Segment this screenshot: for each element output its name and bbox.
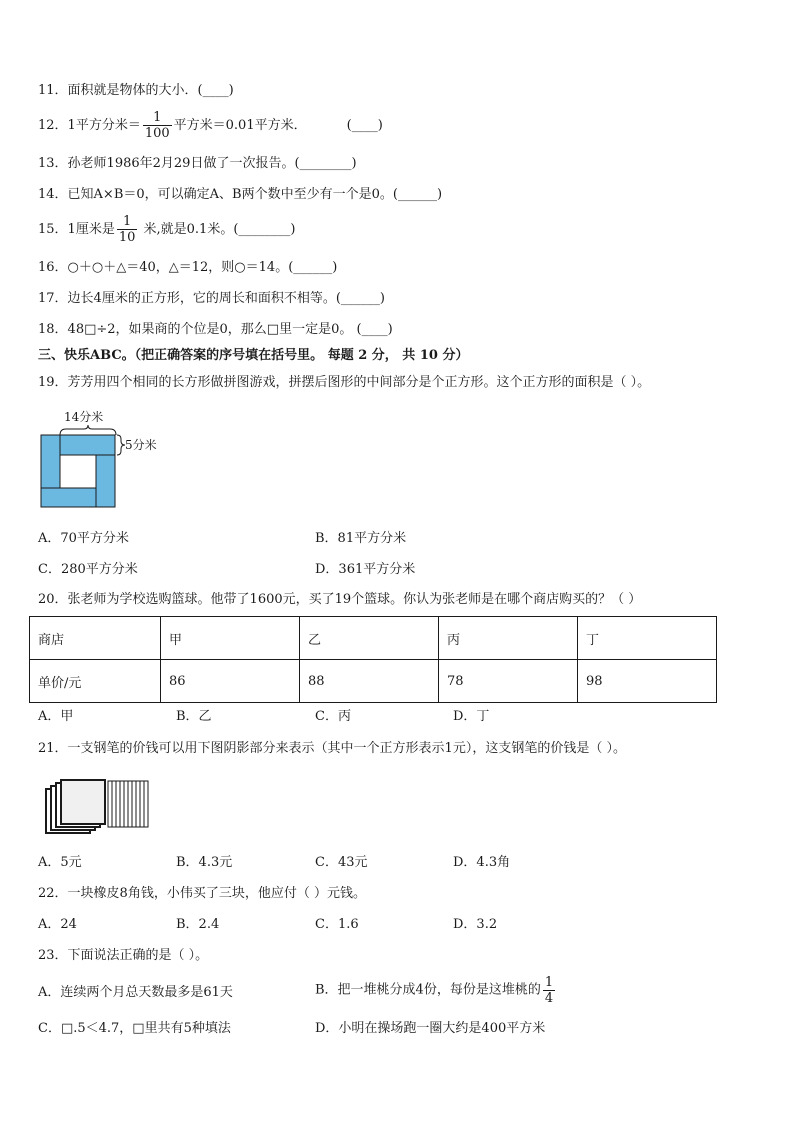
question-22-text: 22．一块橡皮8角钱，小伟买了三块，他应付（ ）元钱。 xyxy=(38,886,366,901)
question-11: 11．面积就是物体的大小．(____) xyxy=(38,83,234,98)
rectangle-puzzle-figure xyxy=(38,407,168,509)
inner-square xyxy=(60,455,96,488)
option-d[interactable]: D．4.3角 xyxy=(453,855,511,870)
price-table xyxy=(29,616,717,703)
option-a[interactable]: A．连续两个月总天数最多是61天 xyxy=(38,985,233,1000)
question-16: 16．○＋○＋△＝40，△＝12，则○＝14。(______) xyxy=(38,260,338,275)
table-cell: 78 xyxy=(439,660,578,703)
option-d[interactable]: D．丁 xyxy=(453,709,490,724)
option-b[interactable]: B．乙 xyxy=(176,709,212,724)
section-heading: 三、快乐ABC。（把正确答案的序号填在括号里。 每题 2 分， 共 10 分） xyxy=(38,348,469,363)
table-cell: 丁 xyxy=(578,617,717,660)
question-20-text: 20．张老师为学校选购篮球。他带了1600元，买了19个篮球。你认为张老师是在哪个商店购买的？（ ） xyxy=(38,592,642,607)
option-c[interactable]: C．1.6 xyxy=(315,917,359,932)
option-c[interactable]: C．280平方分米 xyxy=(38,562,138,577)
table-cell: 乙 xyxy=(300,617,439,660)
option-b[interactable]: B．81平方分米 xyxy=(315,531,407,546)
answer-blank[interactable]: ____ xyxy=(202,83,229,98)
answer-blank[interactable]: ____ xyxy=(351,118,378,133)
option-a[interactable]: A．70平方分米 xyxy=(38,531,129,546)
answer-blank[interactable]: ____ xyxy=(361,322,388,337)
side-brace xyxy=(117,435,125,455)
option-b[interactable]: B．把一堆桃分成4份，每份是这堆桃的 $\frac{1}{4}$ xyxy=(315,975,554,1006)
option-d[interactable]: D．小明在操场跑一圈大约是400平方米 xyxy=(315,1021,546,1036)
option-c[interactable]: C．丙 xyxy=(315,709,351,724)
question-16-text: 16．○＋○＋△＝40，△＝12，则○＝14。( xyxy=(38,260,294,275)
question-18: 18．48□÷2，如果商的个位是0，那么□里一定是0。 (____) xyxy=(38,322,393,337)
option-c[interactable]: C．43元 xyxy=(315,855,368,870)
answer-blank[interactable]: ______ xyxy=(293,260,333,275)
label-side: 5分米 xyxy=(125,438,157,452)
option-d[interactable]: D．361平方分米 xyxy=(315,562,416,577)
option-a[interactable]: A．5元 xyxy=(38,855,82,870)
question-15-text: 15．1厘米是 xyxy=(38,222,115,237)
answer-blank[interactable]: ______ xyxy=(397,187,437,202)
question-19-text: 19．芳芳用四个相同的长方形做拼图游戏，拼摆后图形的中间部分是个正方形。这个正方形的面积是（ ）。 xyxy=(38,375,651,390)
answer-blank[interactable]: ______ xyxy=(340,291,380,306)
question-18-text: 18．48□÷2，如果商的个位是0，那么□里一定是0。 ( xyxy=(38,322,362,337)
table-cell: 88 xyxy=(300,660,439,703)
stacked-squares xyxy=(46,780,105,833)
table-cell: 丙 xyxy=(439,617,578,660)
table-cell: 98 xyxy=(578,660,717,703)
question-14: 14．已知A×B＝0，可以确定A、B两个数中至少有一个是0。(______) xyxy=(38,187,443,202)
square-1 xyxy=(61,780,105,824)
question-14-text: 14．已知A×B＝0，可以确定A、B两个数中至少有一个是0。( xyxy=(38,187,398,202)
table-row xyxy=(30,617,717,660)
fraction: $\frac{1}{10}$ xyxy=(118,214,136,245)
top-brace xyxy=(60,425,116,435)
fraction: $\frac{1}{4}$ xyxy=(544,975,554,1006)
option-d[interactable]: D．3.2 xyxy=(453,917,498,932)
question-17-text: 17．边长4厘米的正方形，它的周长和面积不相等。( xyxy=(38,291,341,306)
table-cell: 单价/元 xyxy=(30,660,161,703)
question-12: 12．1平方分米＝ $\frac{1}{100}$ 平方米＝0.01平方米． (____) xyxy=(38,110,383,141)
answer-blank[interactable]: ________ xyxy=(299,156,352,171)
table-cell: 86 xyxy=(161,660,300,703)
question-12-text: 12．1平方分米＝ xyxy=(38,118,141,133)
option-c[interactable]: C．□.5＜4.7，□里共有5种填法 xyxy=(38,1021,231,1036)
option-b[interactable]: B．2.4 xyxy=(176,917,220,932)
tenth-strips xyxy=(108,781,148,827)
money-squares-figure xyxy=(44,779,162,839)
question-17: 17．边长4厘米的正方形，它的周长和面积不相等。(______) xyxy=(38,291,385,306)
question-15: 15．1厘米是 $\frac{1}{10}$ 米,就是0.1米。(________) xyxy=(38,214,296,245)
question-13: 13．孙老师1986年2月29日做了一次报告。(________) xyxy=(38,156,357,171)
question-21-text: 21．一支钢笔的价钱可以用下图阴影部分来表示（其中一个正方形表示1元），这支钢笔的价钱是（ ）。 xyxy=(38,741,626,756)
question-11-text: 11．面积就是物体的大小．( xyxy=(38,83,203,98)
option-b[interactable]: B．4.3元 xyxy=(176,855,233,870)
question-13-text: 13．孙老师1986年2月29日做了一次报告。( xyxy=(38,156,300,171)
fraction: $\frac{1}{100}$ xyxy=(144,110,170,141)
question-23-text: 23．下面说法正确的是（ ）。 xyxy=(38,948,209,963)
table-cell: 甲 xyxy=(161,617,300,660)
table-cell: 商店 xyxy=(30,617,161,660)
option-a[interactable]: A．24 xyxy=(38,917,77,932)
option-a[interactable]: A．甲 xyxy=(38,709,74,724)
answer-blank[interactable]: ________ xyxy=(238,222,291,237)
label-top: 14分米 xyxy=(64,410,104,424)
table-row xyxy=(30,660,717,703)
